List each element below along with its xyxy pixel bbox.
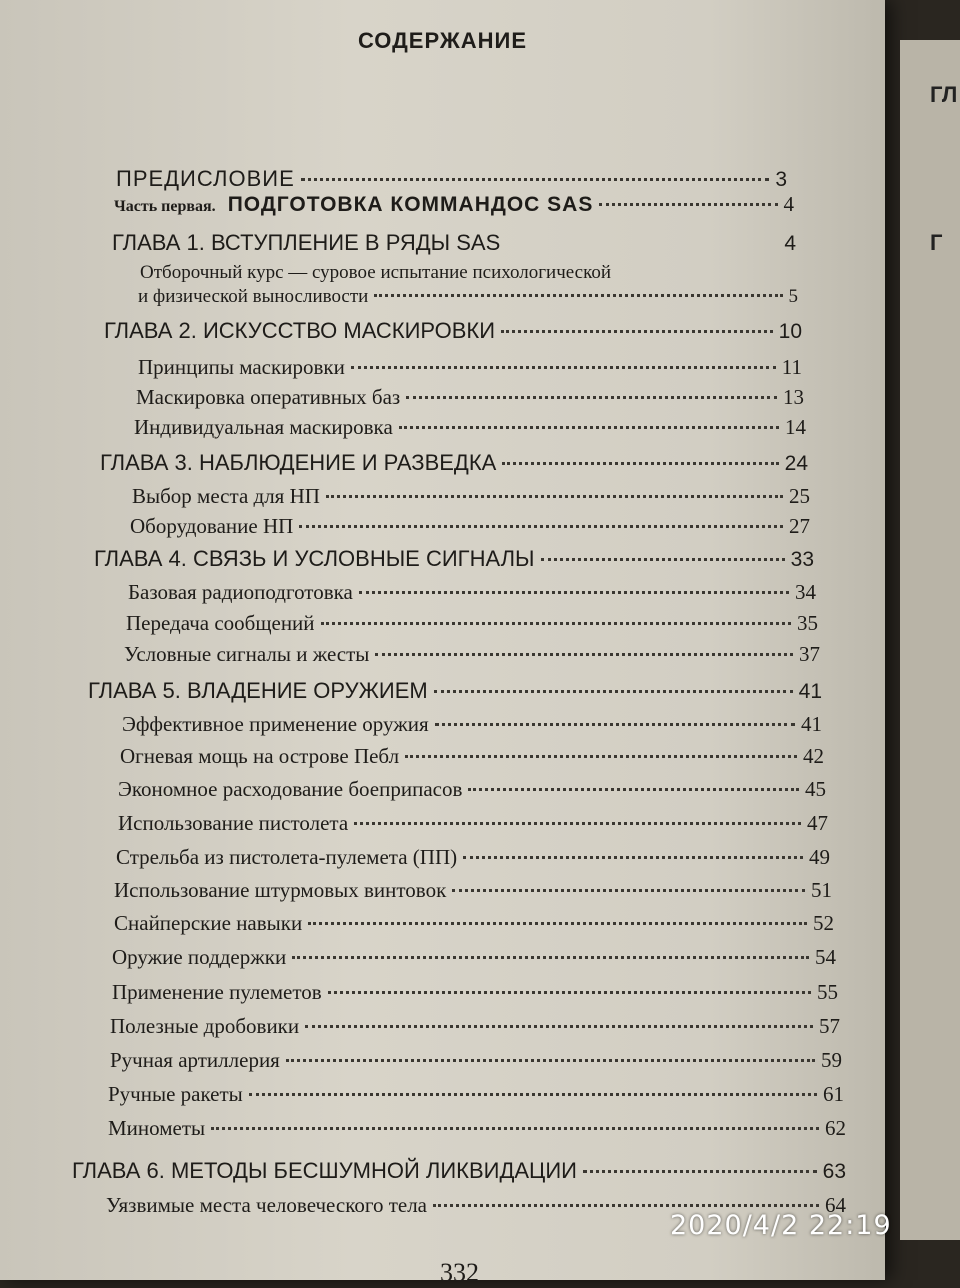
toc-entry-page: 63 [822, 1160, 846, 1183]
toc-entry-page: 25 [789, 484, 810, 508]
leader-dots [399, 426, 779, 429]
leader-dots [468, 788, 799, 791]
toc-entry-part-one [114, 192, 794, 217]
leader-dots [405, 755, 797, 758]
leader-dots [351, 366, 776, 369]
toc-entry-chapter-2 [104, 318, 802, 344]
toc-entry-section [112, 980, 838, 1005]
toc-entry-page: 37 [799, 642, 820, 666]
toc-entry-page: 35 [797, 611, 818, 635]
toc-entry-title: Маскировка оперативных баз [136, 385, 401, 409]
toc-entry-page: 4 [783, 192, 794, 216]
toc-entry-page: 42 [803, 744, 824, 768]
part-title: ПОДГОТОВКА КОММАНДОС SAS [227, 193, 594, 216]
toc-entry-title: Снайперские навыки [114, 911, 303, 935]
toc-entry-section [132, 484, 810, 509]
toc-entry-section [108, 1116, 846, 1141]
leader-dots [326, 495, 783, 498]
leader-dots [434, 690, 793, 693]
toc-entry-page: 64 [825, 1193, 846, 1217]
toc-entry-section [108, 1082, 844, 1107]
toc-entry-section [112, 945, 836, 970]
toc-entry-page: 55 [817, 980, 838, 1004]
toc-entry-section [110, 1014, 840, 1039]
toc-entry-section [118, 811, 828, 836]
toc-entry-title: ПРЕДИСЛОВИЕ [116, 166, 295, 191]
toc-entry-title: Использование пистолета [118, 811, 349, 835]
leader-dots [354, 822, 801, 825]
leader-dots [321, 622, 791, 625]
toc-entry-preface [116, 166, 788, 192]
toc-entry-section [126, 611, 818, 636]
toc-entry-title: Полезные дробовики [110, 1014, 300, 1038]
toc-entry-title: ГЛАВА 6. МЕТОДЫ БЕСШУМНОЙ ЛИКВИДАЦИИ [72, 1158, 577, 1183]
toc-entry-title: Выбор места для НП [132, 484, 320, 508]
toc-entry-page: 33 [790, 548, 814, 571]
toc-entry-page: 5 [788, 286, 798, 307]
toc-entry-title: Уязвимые места человеческого тела [106, 1193, 427, 1217]
toc-entry-page: 45 [805, 777, 826, 801]
toc-entry-title: Передача сообщений [126, 611, 315, 635]
toc-entry-section [128, 580, 816, 605]
toc-entry-title: Применение пулеметов [112, 980, 322, 1004]
adjacent-page-fragment: Г [930, 230, 943, 255]
leader-dots [433, 1204, 819, 1207]
toc-entry-section [130, 514, 810, 539]
toc-entry-title: ГЛАВА 5. ВЛАДЕНИЕ ОРУЖИЕМ [88, 678, 428, 703]
toc-entry-page: 62 [825, 1116, 846, 1140]
toc-entry-page: 61 [823, 1082, 844, 1106]
toc-entry-title: Условные сигналы и жесты [124, 642, 370, 666]
adjacent-page-edge [900, 40, 960, 1240]
toc-entry-page: 34 [795, 580, 816, 604]
toc-entry-page: 57 [819, 1014, 840, 1038]
leader-dots [541, 558, 785, 561]
part-label: Часть первая. [114, 198, 216, 215]
toc-entry-title: и физической выносливости [138, 286, 369, 307]
toc-entry-page: 10 [778, 320, 802, 343]
toc-entry-section [124, 642, 820, 667]
leader-dots [463, 856, 803, 859]
toc-entry-chapter-6 [72, 1158, 846, 1184]
toc-entry-chapter-4 [94, 546, 814, 572]
toc-entry-page: 54 [815, 945, 836, 969]
leader-dots [249, 1093, 817, 1096]
toc-entry-title: Экономное расходование боеприпасов [118, 777, 463, 801]
leader-dots [299, 525, 783, 528]
toc-entry-page: 41 [801, 712, 822, 736]
toc-entry-title: Ручные ракеты [108, 1082, 243, 1106]
toc-entry-title: ГЛАВА 2. ИСКУССТВО МАСКИРОВКИ [104, 318, 496, 343]
toc-entry-page: 49 [809, 845, 830, 869]
leader-dots [374, 294, 782, 297]
toc-entry-page: 13 [783, 385, 804, 409]
toc-entry-title: Огневая мощь на острове Пебл [120, 744, 400, 768]
toc-entry-page: 51 [811, 878, 832, 902]
toc-entry-section [134, 415, 806, 440]
leader-dots [211, 1127, 819, 1130]
leader-dots [599, 203, 777, 206]
leader-dots [406, 396, 777, 399]
leader-dots [501, 330, 773, 333]
toc-entry-title: Индивидуальная маскировка [134, 415, 393, 439]
toc-entry-section [138, 355, 802, 380]
toc-entry-page: 3 [775, 168, 788, 191]
toc-entry-chapter-3 [100, 450, 808, 476]
toc-entry-page: 4 [784, 232, 796, 255]
toc-entry-title: Эффективное применение оружия [122, 712, 429, 736]
toc-entry-title: ГЛАВА 4. СВЯЗЬ И УСЛОВНЫЕ СИГНАЛЫ [94, 546, 535, 571]
toc-entry-section [138, 286, 798, 308]
leader-dots [502, 462, 778, 465]
leader-dots [435, 723, 795, 726]
toc-entry-title: Базовая радиоподготовка [128, 580, 353, 604]
toc-entry-page: 47 [807, 811, 828, 835]
toc-entry-section [114, 911, 834, 936]
toc-entry-section [114, 878, 832, 903]
toc-entry-section [120, 744, 824, 769]
toc-entry-title: Минометы [108, 1116, 206, 1140]
leader-dots [359, 591, 789, 594]
page-number: 332 [440, 1258, 479, 1287]
leader-dots [292, 956, 809, 959]
page-title: СОДЕРЖАНИЕ [357, 28, 528, 53]
leader-dots [286, 1059, 815, 1062]
toc-entry-page: 52 [813, 911, 834, 935]
toc-entry-chapter-1 [112, 230, 796, 256]
toc-entry-title: Использование штурмовых винтовок [114, 878, 447, 902]
toc-entry-title: Принципы маскировки [138, 355, 345, 379]
leader-dots [375, 653, 793, 656]
toc-entry-section [118, 777, 826, 802]
toc-entry-page: 24 [784, 452, 808, 475]
leader-dots [328, 991, 811, 994]
toc-entry-section-line1: Отборочный курс — суровое испытание психологической [140, 262, 612, 283]
leader-dots [308, 922, 807, 925]
toc-entry-page: 11 [781, 355, 802, 379]
toc-entry-chapter-5 [88, 678, 822, 704]
leader-dots [583, 1170, 817, 1173]
leader-dots [305, 1025, 813, 1028]
toc-entry-page: 59 [821, 1048, 842, 1072]
toc-entry-title: Ручная артиллерия [110, 1048, 280, 1072]
leader-dots [452, 889, 805, 892]
toc-entry-title: Стрельба из пистолета-пулемета (ПП) [116, 845, 458, 869]
toc-entry-section [122, 712, 822, 737]
toc-entry-section [136, 385, 804, 410]
toc-entry-page: 27 [789, 514, 810, 538]
toc-entry-page: 14 [785, 415, 806, 439]
toc-entry-page: 41 [798, 680, 822, 703]
toc-entry-section [110, 1048, 842, 1073]
toc-entry-section [116, 845, 830, 870]
leader-dots [301, 178, 770, 181]
toc-entry-title: Оружие поддержки [112, 945, 287, 969]
adjacent-page-fragment: ГЛ [930, 82, 958, 107]
toc-entry-title: ГЛАВА 3. НАБЛЮДЕНИЕ И РАЗВЕДКА [100, 450, 497, 475]
toc-entry-title: Оборудование НП [130, 514, 294, 538]
photo-timestamp: 2020/4/2 22:19 [670, 1210, 892, 1241]
toc-entry-title: ГЛАВА 1. ВСТУПЛЕНИЕ В РЯДЫ SAS [112, 230, 501, 255]
